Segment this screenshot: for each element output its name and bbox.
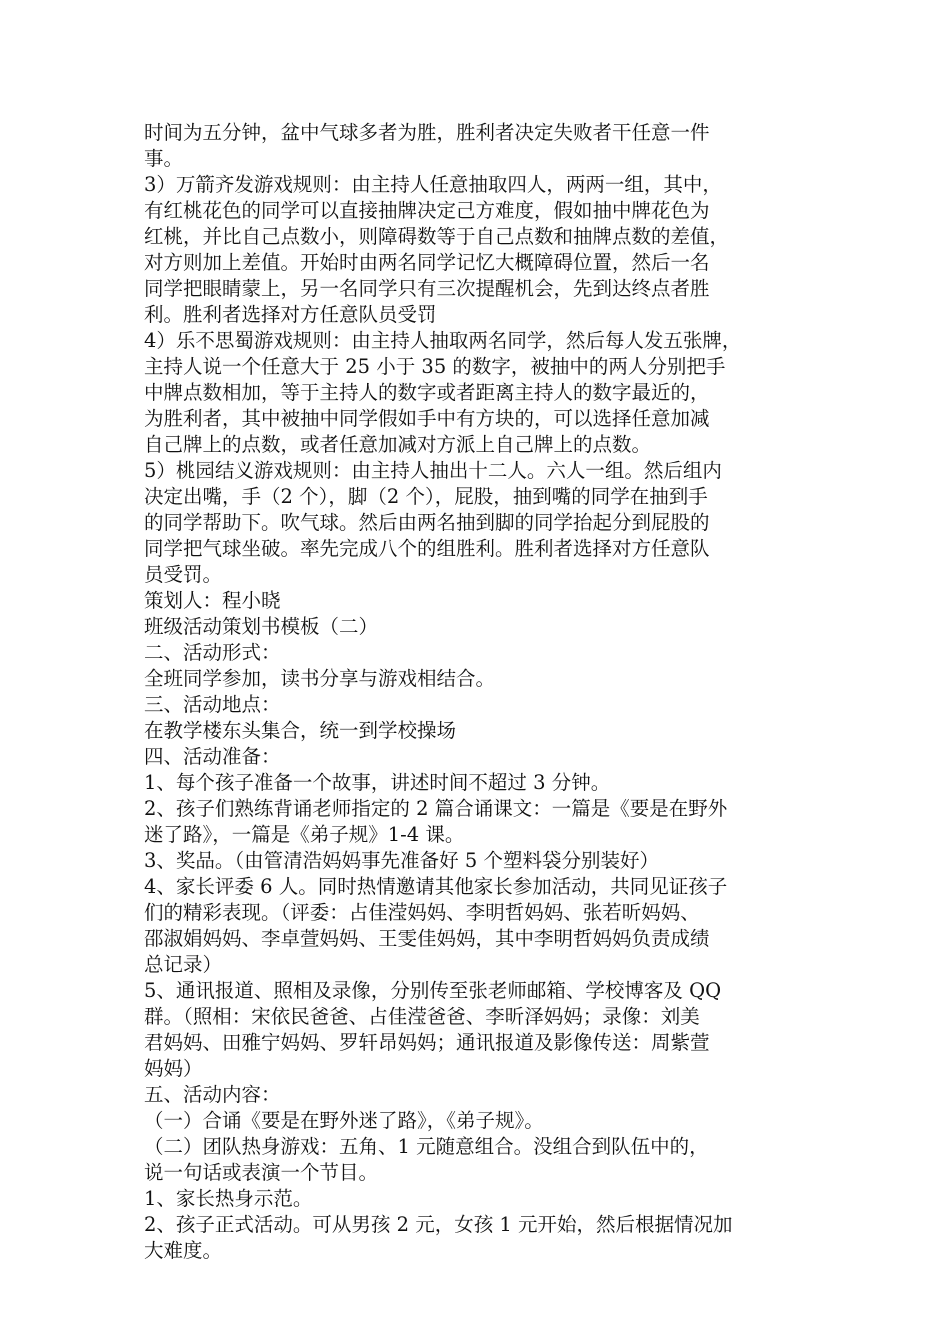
text-line: 说一句话或表演一个节目。 <box>144 1161 379 1184</box>
text-line: 3、奖品。（由管清浩妈妈事先准备好 5 个塑料袋分别装好） <box>144 849 659 872</box>
text-line: 员受罚。 <box>144 563 223 586</box>
text-line: 自己牌上的点数，或者任意加减对方派上自己牌上的点数。 <box>144 433 652 456</box>
text-line: 4、家长评委 6 人。同时热情邀请其他家长参加活动，共同见证孩子 <box>144 875 728 898</box>
section-heading: 四、活动准备： <box>144 745 281 768</box>
text-line: 事。 <box>144 147 184 170</box>
text-line: （一）合诵《要是在野外迷了路》，《弟子规》。 <box>144 1109 544 1132</box>
text-line: 群。（照相：宋依民爸爸、占佳滢爸爸、李昕泽妈妈；录像：刘美 <box>144 1005 700 1028</box>
text-line: 妈妈） <box>144 1057 203 1080</box>
text-line: 邵淑娟妈妈、李卓萱妈妈、王雯佳妈妈，其中李明哲妈妈负责成绩 <box>144 927 710 950</box>
text-line: 1、每个孩子准备一个故事，讲述时间不超过 3 分钟。 <box>144 771 611 794</box>
text-line: 为胜利者，其中被抽中同学假如手中有方块的，可以选择任意加减 <box>144 407 710 430</box>
text-line: 在教学楼东头集合，统一到学校操场 <box>144 719 457 742</box>
text-line: 5）桃园结义游戏规则：由主持人抽出十二人。六人一组。然后组内 <box>144 459 722 482</box>
text-line: 有红桃花色的同学可以直接抽牌决定己方难度，假如抽中牌花色为 <box>144 199 710 222</box>
section-heading: 五、活动内容： <box>144 1083 281 1106</box>
text-line: 3）万箭齐发游戏规则：由主持人任意抽取四人，两两一组，其中， <box>144 173 722 196</box>
text-line: 红桃，并比自己点数小，则障碍数等于自己点数和抽牌点数的差值， <box>144 225 730 248</box>
text-line: 对方则加上差值。开始时由两名同学记忆大概障碍位置，然后一名 <box>144 251 710 274</box>
text-line: 5、通讯报道、照相及录像，分别传至张老师邮箱、学校博客及 QQ <box>144 979 722 1002</box>
text-line: 1、家长热身示范。 <box>144 1187 313 1210</box>
text-line: 2、孩子们熟练背诵老师指定的 2 篇合诵课文：一篇是《要是在野外 <box>144 797 728 820</box>
text-line: 的同学帮助下。吹气球。然后由两名抽到脚的同学抬起分到屁股的 <box>144 511 710 534</box>
text-line: 主持人说一个任意大于 25 小于 35 的数字，被抽中的两人分别把手 <box>144 355 726 378</box>
text-line: 2、孩子正式活动。可从男孩 2 元，女孩 1 元开始，然后根据情况加 <box>144 1213 733 1236</box>
text-line: 时间为五分钟，盆中气球多者为胜，胜利者决定失败者干任意一件 <box>144 121 710 144</box>
text-line: 中牌点数相加，等于主持人的数字或者距离主持人的数字最近的， <box>144 381 710 404</box>
text-line: 总记录） <box>144 953 223 976</box>
text-line: （二）团队热身游戏：五角、1 元随意组合。没组合到队伍中的， <box>144 1135 709 1158</box>
text-line: 君妈妈、田雅宁妈妈、罗轩昂妈妈；通讯报道及影像传送：周紫萱 <box>144 1031 710 1054</box>
text-line: 同学把气球坐破。率先完成八个的组胜利。胜利者选择对方任意队 <box>144 537 710 560</box>
text-line: 策划人：程小晓 <box>144 589 281 612</box>
text-line: 4）乐不思蜀游戏规则：由主持人抽取两名同学，然后每人发五张牌， <box>144 329 742 352</box>
text-line: 利。胜利者选择对方任意队员受罚 <box>144 303 437 326</box>
section-title: 班级活动策划书模板（二） <box>144 615 379 638</box>
text-line: 大难度。 <box>144 1239 223 1262</box>
text-line: 同学把眼睛蒙上，另一名同学只有三次提醒机会，先到达终点者胜 <box>144 277 710 300</box>
text-line: 全班同学参加，读书分享与游戏相结合。 <box>144 667 496 690</box>
text-line: 决定出嘴，手（2 个），脚（2 个），屁股，抽到嘴的同学在抽到手 <box>144 485 708 508</box>
section-heading: 三、活动地点： <box>144 693 281 716</box>
text-line: 迷了路》，一篇是《弟子规》1-4 课。 <box>144 823 465 846</box>
section-heading: 二、活动形式： <box>144 641 281 664</box>
text-line: 们的精彩表现。（评委：占佳滢妈妈、李明哲妈妈、张若昕妈妈、 <box>144 901 700 924</box>
document-body <box>144 120 814 1264</box>
